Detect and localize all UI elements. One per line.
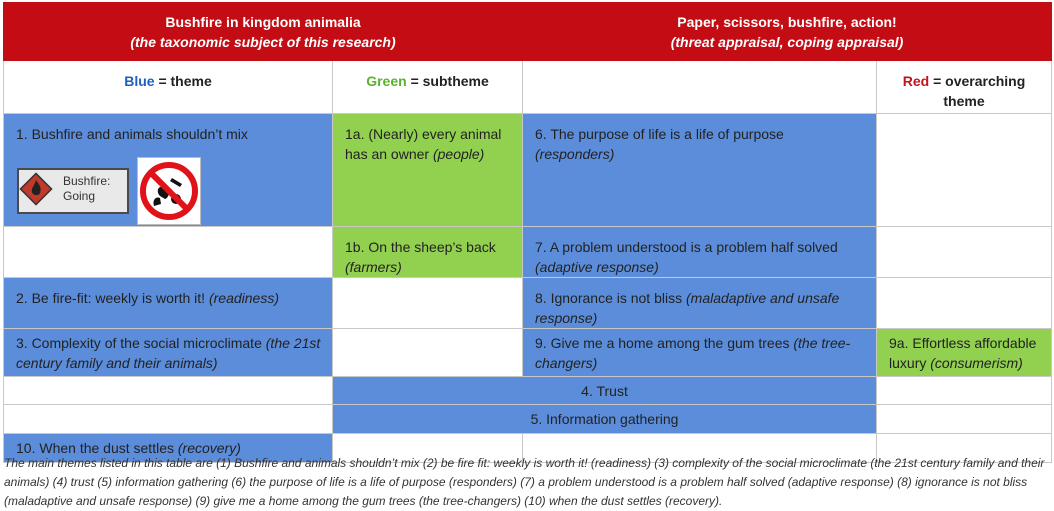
legend-blue-rest: = theme: [154, 73, 212, 89]
theme-4-cell: [333, 377, 877, 405]
header-left-subtitle: (the taxonomic subject of this research): [130, 33, 396, 50]
theme-9-text: 9. Give me a home among the gum trees: [535, 335, 794, 351]
bushfire-going-sign-icon: [17, 168, 129, 214]
legend-red-word: Red: [902, 73, 930, 89]
theme-7-italic: (adaptive response): [535, 259, 659, 275]
theme-6-text: 6. The purpose of life is a life of purpose: [535, 126, 784, 142]
theme-6-cell: [523, 114, 877, 227]
theme-8-text: 8. Ignorance is not bliss: [535, 290, 686, 306]
header-right-subtitle: (threat appraisal, coping appraisal): [670, 33, 904, 50]
legend-blue: [4, 61, 333, 114]
theme-2-italic: (readiness): [208, 290, 279, 306]
empty-r2-c4: [877, 227, 1052, 278]
empty-r4-c2: [333, 329, 523, 377]
theme-3-cell: [4, 329, 333, 377]
header-right: [523, 3, 1052, 61]
theme-7-cell: [523, 227, 877, 278]
sign-line-1: Bushfire:: [63, 174, 111, 188]
no-animals-sign-icon: [137, 157, 201, 225]
legend-red: [877, 61, 1052, 114]
subtheme-1b-text: 1b. On the sheep’s back: [345, 239, 496, 255]
theme-7-text: 7. A problem understood is a problem half solved: [535, 239, 838, 255]
overarching-9a-cell: [877, 329, 1052, 377]
theme-3-text: 3. Complexity of the social microclimate: [16, 335, 266, 351]
subtheme-1b-italic: (farmers): [345, 259, 402, 275]
theme-1-icons: [16, 156, 332, 226]
empty-r2-c1: [4, 227, 333, 278]
overarching-9a-text: 9a. Effortless affordable luxury: [889, 335, 1037, 371]
theme-1-label: 1. Bushfire and animals shouldn’t mix: [16, 126, 248, 142]
subtheme-1a-italic: (people): [432, 146, 485, 162]
theme-2-cell: [4, 278, 333, 329]
empty-r6-c1: [4, 405, 333, 434]
subtheme-1a-cell: [333, 114, 523, 227]
header-right-title: Paper, scissors, bushfire, action!: [677, 13, 897, 30]
header-left-title: Bushfire in kingdom animalia: [165, 13, 361, 30]
theme-9-cell: [523, 329, 877, 377]
theme-6-italic: (responders): [535, 146, 615, 162]
theme-3-italic: (the 21st century family and their animals): [16, 335, 321, 371]
legend-empty: [523, 61, 877, 114]
empty-r5-c4: [877, 377, 1052, 405]
subtheme-1a-text: 1a. (Nearly) every animal has an owner: [345, 126, 502, 162]
empty-r6-c4: [877, 405, 1052, 434]
theme-4-text: 4. Trust: [581, 382, 628, 399]
themes-table: [3, 2, 1052, 463]
subtheme-1b-cell: [333, 227, 523, 278]
theme-5-text: 5. Information gathering: [530, 411, 679, 427]
theme-10-italic: (recovery): [177, 440, 241, 456]
empty-r1-c4: [877, 114, 1052, 227]
theme-10-text: 10. When the dust settles: [16, 440, 178, 456]
theme-9-italic: (the tree-changers): [535, 335, 851, 371]
sign-line-2: Going: [63, 189, 96, 203]
legend-blue-word: Blue: [124, 73, 155, 89]
legend-green: [333, 61, 523, 114]
empty-r3-c4: [877, 278, 1052, 329]
overarching-9a-italic: (consumerism): [930, 355, 1023, 371]
legend-green-word: Green: [366, 73, 407, 89]
legend-green-rest: = subtheme: [406, 73, 489, 89]
theme-1-cell: [4, 114, 333, 227]
empty-r3-c2: [333, 278, 523, 329]
theme-2-text: 2. Be fire-fit: weekly is worth it!: [16, 290, 209, 306]
theme-8-italic: (maladaptive and unsafe response): [535, 290, 840, 326]
theme-5-cell: [333, 405, 877, 434]
theme-8-cell: [523, 278, 877, 329]
table-caption: The main themes listed in this table are (1) Bushfire and animals shouldn’t mix (2) be fire fit: weekly is worth it! (readiness) (3) complexity of the social microclimate (the 21st century family and their animals) (4) trust (5) information gathering (6) the purpose of life is a life of purpose (responders) (7) a problem understood is a problem half solved (adaptive response) (8) ignorance is not bliss (maladaptive and unsafe response) (9) give me a home among the gum trees (the tree-changers) (10) when the dust settles (recovery).: [4, 456, 1045, 508]
legend-red-rest: = overarching theme: [929, 73, 1026, 109]
empty-r5-c1: [4, 377, 333, 405]
header-left: [4, 3, 523, 61]
